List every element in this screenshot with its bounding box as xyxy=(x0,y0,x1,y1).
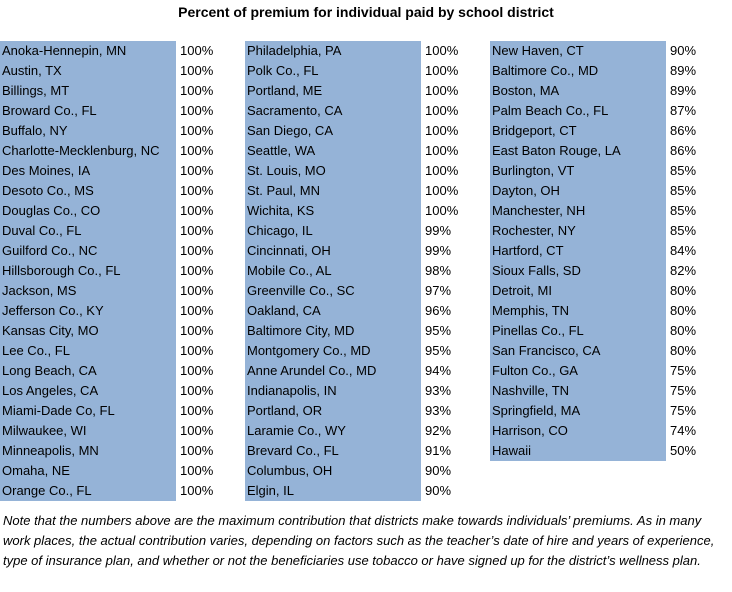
table-row xyxy=(245,41,481,61)
premium-percent: 100% xyxy=(180,43,214,58)
district-name: Desoto Co., MS xyxy=(0,181,176,201)
district-name: Burlington, VT xyxy=(490,161,666,181)
premium-percent: 75% xyxy=(670,383,697,398)
premium-percent: 80% xyxy=(670,283,697,298)
district-name: Anoka-Hennepin, MN xyxy=(0,41,176,61)
district-name: Broward Co., FL xyxy=(0,101,176,121)
district-name: San Francisco, CA xyxy=(490,341,666,361)
table-row xyxy=(245,101,481,121)
district-name: Detroit, MI xyxy=(490,281,666,301)
premium-percent: 100% xyxy=(180,183,214,198)
table-row xyxy=(490,221,726,241)
district-name: Mobile Co., AL xyxy=(245,261,421,281)
district-name: Baltimore City, MD xyxy=(245,321,421,341)
premium-percent: 100% xyxy=(180,323,214,338)
district-name: Baltimore Co., MD xyxy=(490,61,666,81)
premium-percent: 85% xyxy=(670,163,697,178)
district-name: Portland, ME xyxy=(245,81,421,101)
premium-percent: 95% xyxy=(425,323,452,338)
premium-percent: 85% xyxy=(670,203,697,218)
table-row xyxy=(490,61,726,81)
table-row xyxy=(490,341,726,361)
table-row xyxy=(490,81,726,101)
table-title: Percent of premium for individual paid by school district xyxy=(178,4,554,20)
premium-percent: 100% xyxy=(180,243,214,258)
premium-percent: 91% xyxy=(425,443,452,458)
district-name: Seattle, WA xyxy=(245,141,421,161)
table-row xyxy=(490,261,726,281)
district-name: Lee Co., FL xyxy=(0,341,176,361)
district-name: Philadelphia, PA xyxy=(245,41,421,61)
table-row xyxy=(0,401,236,421)
district-name: Brevard Co., FL xyxy=(245,441,421,461)
table-row xyxy=(245,81,481,101)
table-row xyxy=(490,441,726,461)
premium-percent: 100% xyxy=(425,203,459,218)
table-row xyxy=(0,381,236,401)
table-row xyxy=(245,381,481,401)
district-name: Orange Co., FL xyxy=(0,481,176,501)
premium-percent: 100% xyxy=(180,303,214,318)
district-name: Wichita, KS xyxy=(245,201,421,221)
district-name: Jefferson Co., KY xyxy=(0,301,176,321)
district-name: Rochester, NY xyxy=(490,221,666,241)
district-name: Buffalo, NY xyxy=(0,121,176,141)
table-row xyxy=(0,341,236,361)
district-name: Milwaukee, WI xyxy=(0,421,176,441)
table-row xyxy=(245,181,481,201)
district-column-2 xyxy=(245,41,481,501)
table-row xyxy=(490,301,726,321)
table-row xyxy=(0,81,236,101)
table-row xyxy=(0,101,236,121)
premium-percent: 100% xyxy=(180,363,214,378)
premium-percent: 100% xyxy=(425,163,459,178)
table-row xyxy=(0,121,236,141)
table-row xyxy=(245,141,481,161)
table-row xyxy=(245,281,481,301)
table-row xyxy=(0,361,236,381)
district-name: Douglas Co., CO xyxy=(0,201,176,221)
premium-percent: 100% xyxy=(425,63,459,78)
premium-percent: 100% xyxy=(425,183,459,198)
premium-percent: 97% xyxy=(425,283,452,298)
premium-percent: 90% xyxy=(425,483,452,498)
district-name: Columbus, OH xyxy=(245,461,421,481)
table-row xyxy=(0,241,236,261)
district-name: Billings, MT xyxy=(0,81,176,101)
table-row xyxy=(0,301,236,321)
table-row xyxy=(490,141,726,161)
premium-percent: 100% xyxy=(180,383,214,398)
premium-percent: 50% xyxy=(670,443,697,458)
table-row xyxy=(490,101,726,121)
premium-percent: 99% xyxy=(425,243,452,258)
district-name: Minneapolis, MN xyxy=(0,441,176,461)
district-name: Charlotte-Mecklenburg, NC xyxy=(0,141,176,161)
table-row xyxy=(245,241,481,261)
table-row xyxy=(0,161,236,181)
premium-percent: 86% xyxy=(670,143,697,158)
premium-percent: 85% xyxy=(670,183,697,198)
table-row xyxy=(245,221,481,241)
premium-percent: 86% xyxy=(670,123,697,138)
district-name: Indianapolis, IN xyxy=(245,381,421,401)
district-name: Los Angeles, CA xyxy=(0,381,176,401)
table-row xyxy=(245,361,481,381)
premium-percent: 100% xyxy=(425,143,459,158)
district-name: Sioux Falls, SD xyxy=(490,261,666,281)
district-name: Guilford Co., NC xyxy=(0,241,176,261)
premium-percent: 87% xyxy=(670,103,697,118)
premium-percent: 100% xyxy=(180,423,214,438)
district-name: Long Beach, CA xyxy=(0,361,176,381)
district-name: Polk Co., FL xyxy=(245,61,421,81)
premium-percent: 99% xyxy=(425,223,452,238)
premium-percent: 96% xyxy=(425,303,452,318)
premium-percent: 100% xyxy=(180,63,214,78)
table-row xyxy=(245,481,481,501)
premium-percent: 90% xyxy=(425,463,452,478)
premium-percent: 82% xyxy=(670,263,697,278)
district-name: Springfield, MA xyxy=(490,401,666,421)
district-name: Laramie Co., WY xyxy=(245,421,421,441)
premium-percent: 100% xyxy=(180,343,214,358)
district-name: Hartford, CT xyxy=(490,241,666,261)
table-row xyxy=(490,281,726,301)
table-row xyxy=(245,121,481,141)
district-name: Portland, OR xyxy=(245,401,421,421)
table-row xyxy=(245,441,481,461)
district-name: Elgin, IL xyxy=(245,481,421,501)
table-row xyxy=(0,421,236,441)
table-row xyxy=(490,361,726,381)
district-name: Dayton, OH xyxy=(490,181,666,201)
table-row xyxy=(490,381,726,401)
district-name: Pinellas Co., FL xyxy=(490,321,666,341)
district-name: Greenville Co., SC xyxy=(245,281,421,301)
premium-percent: 100% xyxy=(425,123,459,138)
district-name: Montgomery Co., MD xyxy=(245,341,421,361)
premium-percent: 75% xyxy=(670,403,697,418)
premium-percent: 100% xyxy=(180,483,214,498)
district-name: East Baton Rouge, LA xyxy=(490,141,666,161)
district-name: Kansas City, MO xyxy=(0,321,176,341)
district-name: Hawaii xyxy=(490,441,666,461)
table-row xyxy=(490,181,726,201)
district-name: Sacramento, CA xyxy=(245,101,421,121)
premium-percent: 84% xyxy=(670,243,697,258)
table-row xyxy=(0,141,236,161)
premium-percent: 100% xyxy=(180,263,214,278)
premium-percent: 100% xyxy=(180,463,214,478)
premium-percent: 100% xyxy=(180,163,214,178)
footnote: Note that the numbers above are the maximum contribution that districts make towards individuals’ premiums. As in many work places, the actual contribution varies, depending on factors such as the teacher’s date of hire and years of experience, type of insurance plan, and whether or not the beneficiaries use tobacco or have signed up for the district’s wellness plan. xyxy=(3,513,715,568)
table-row xyxy=(0,61,236,81)
premium-percent: 100% xyxy=(425,83,459,98)
table-row xyxy=(0,41,236,61)
premium-percent: 85% xyxy=(670,223,697,238)
table-row xyxy=(0,201,236,221)
district-name: San Diego, CA xyxy=(245,121,421,141)
district-name: Omaha, NE xyxy=(0,461,176,481)
table-row xyxy=(0,181,236,201)
premium-percent: 74% xyxy=(670,423,697,438)
table-row xyxy=(490,321,726,341)
premium-percent: 80% xyxy=(670,303,697,318)
district-column-3 xyxy=(490,41,726,461)
district-name: Duval Co., FL xyxy=(0,221,176,241)
table-row xyxy=(490,41,726,61)
district-name: Des Moines, IA xyxy=(0,161,176,181)
table-row xyxy=(0,221,236,241)
premium-percent: 100% xyxy=(180,443,214,458)
premium-percent: 100% xyxy=(180,283,214,298)
district-name: Palm Beach Co., FL xyxy=(490,101,666,121)
district-column-1 xyxy=(0,41,236,501)
district-name: Austin, TX xyxy=(0,61,176,81)
table-row xyxy=(490,401,726,421)
district-name: Hillsborough Co., FL xyxy=(0,261,176,281)
premium-percent: 100% xyxy=(180,403,214,418)
district-name: Cincinnati, OH xyxy=(245,241,421,261)
premium-percent: 80% xyxy=(670,343,697,358)
table-row xyxy=(0,481,236,501)
premium-percent: 89% xyxy=(670,63,697,78)
table-row xyxy=(245,401,481,421)
premium-percent: 89% xyxy=(670,83,697,98)
district-name: Nashville, TN xyxy=(490,381,666,401)
table-row xyxy=(0,461,236,481)
premium-percent: 100% xyxy=(425,103,459,118)
table-row xyxy=(245,341,481,361)
premium-percent: 100% xyxy=(180,143,214,158)
table-row xyxy=(245,161,481,181)
district-name: Oakland, CA xyxy=(245,301,421,321)
table-row xyxy=(245,261,481,281)
premium-percent: 95% xyxy=(425,343,452,358)
table-row xyxy=(0,281,236,301)
district-name: New Haven, CT xyxy=(490,41,666,61)
district-name: Bridgeport, CT xyxy=(490,121,666,141)
district-name: St. Paul, MN xyxy=(245,181,421,201)
premium-percent: 100% xyxy=(180,123,214,138)
table-row xyxy=(245,461,481,481)
table-row xyxy=(490,201,726,221)
table-row xyxy=(245,301,481,321)
table-row xyxy=(490,421,726,441)
district-name: Manchester, NH xyxy=(490,201,666,221)
premium-percent: 80% xyxy=(670,323,697,338)
premium-percent: 100% xyxy=(180,203,214,218)
table-row xyxy=(490,241,726,261)
premium-percent: 75% xyxy=(670,363,697,378)
table-row xyxy=(245,201,481,221)
table-row xyxy=(245,421,481,441)
table-row xyxy=(245,61,481,81)
district-name: Fulton Co., GA xyxy=(490,361,666,381)
premium-percent: 90% xyxy=(670,43,697,58)
premium-percent: 94% xyxy=(425,363,452,378)
district-name: Harrison, CO xyxy=(490,421,666,441)
premium-percent: 100% xyxy=(180,83,214,98)
district-name: Boston, MA xyxy=(490,81,666,101)
table-row xyxy=(490,121,726,141)
district-name: Chicago, IL xyxy=(245,221,421,241)
table-row xyxy=(245,321,481,341)
premium-percent: 98% xyxy=(425,263,452,278)
table-row xyxy=(0,321,236,341)
table-row xyxy=(0,441,236,461)
table-row xyxy=(490,161,726,181)
premium-percent: 100% xyxy=(180,103,214,118)
premium-percent: 93% xyxy=(425,403,452,418)
district-name: Jackson, MS xyxy=(0,281,176,301)
premium-percent: 92% xyxy=(425,423,452,438)
premium-percent: 100% xyxy=(180,223,214,238)
district-name: Memphis, TN xyxy=(490,301,666,321)
premium-percent: 93% xyxy=(425,383,452,398)
district-name: St. Louis, MO xyxy=(245,161,421,181)
table-row xyxy=(0,261,236,281)
district-name: Anne Arundel Co., MD xyxy=(245,361,421,381)
district-name: Miami-Dade Co, FL xyxy=(0,401,176,421)
premium-percent: 100% xyxy=(425,43,459,58)
